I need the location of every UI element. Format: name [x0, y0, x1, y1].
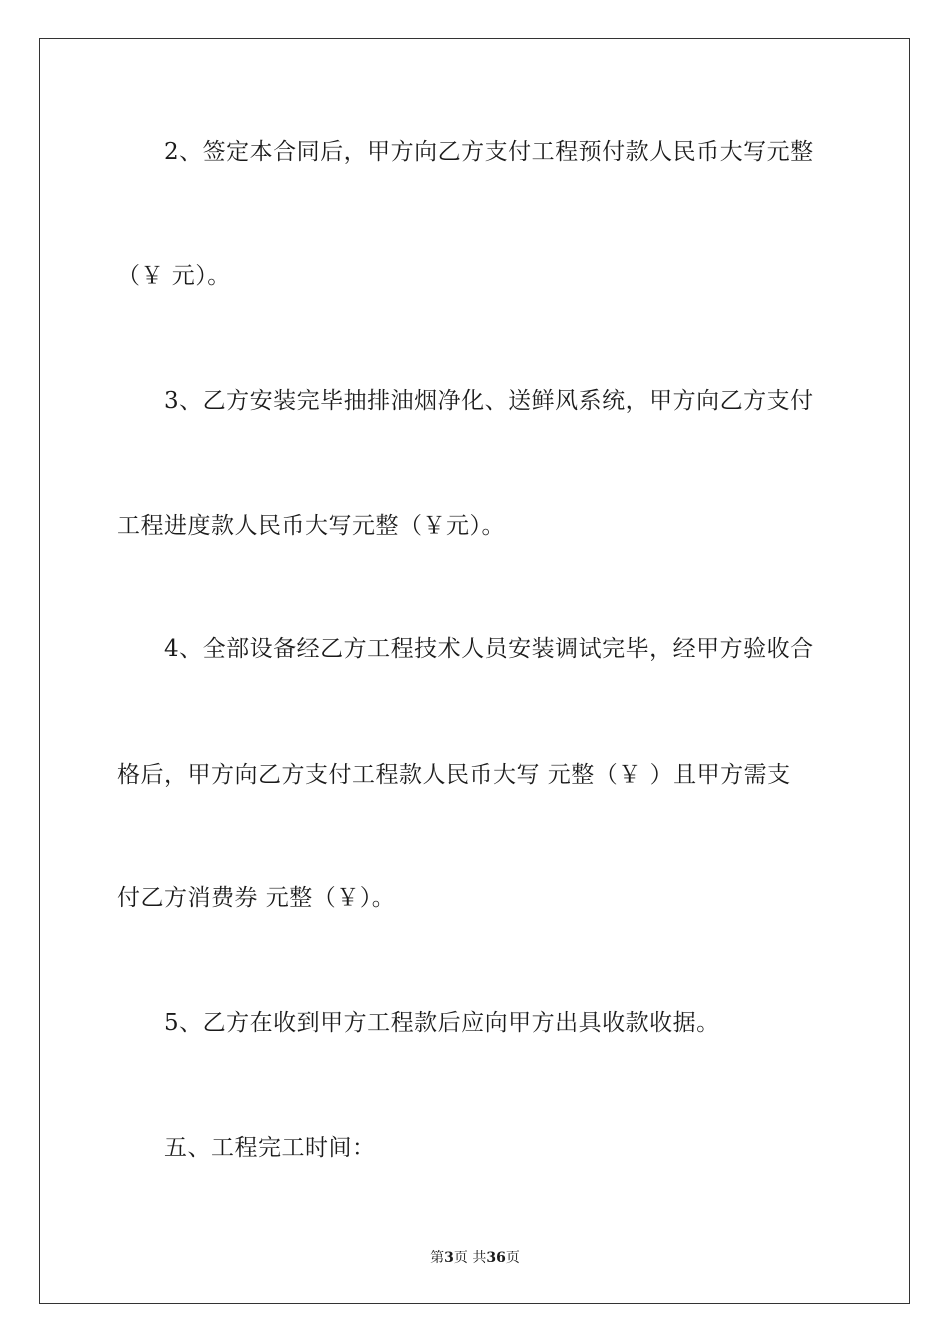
section-heading: 五、工程完工时间： — [164, 1135, 376, 1161]
paragraph-line: 4、全部设备经乙方工程技术人员安装调试完毕，经甲方验收合 — [164, 636, 814, 662]
page-border — [39, 38, 910, 1304]
footer-mid: 页 共 — [453, 1250, 487, 1266]
total-page-number: 36 — [486, 1250, 506, 1266]
paragraph-line: （￥ 元）。 — [117, 263, 231, 289]
current-page-number: 3 — [444, 1250, 454, 1266]
page-footer — [0, 1247, 950, 1267]
footer-suffix: 页 — [505, 1250, 520, 1266]
paragraph-line: 2、签定本合同后，甲方向乙方支付工程预付款人民币大写元整 — [164, 139, 814, 165]
paragraph-line: 格后，甲方向乙方支付工程款人民币大写 元整（￥ ）且甲方需支 — [117, 762, 791, 788]
paragraph-line: 5、乙方在收到甲方工程款后应向甲方出具收款收据。 — [164, 1010, 720, 1036]
paragraph-line: 工程进度款人民币大写元整（￥元）。 — [117, 513, 505, 539]
paragraph-line: 3、乙方安装完毕抽排油烟净化、送鲜风系统，甲方向乙方支付 — [164, 388, 814, 414]
footer-prefix: 第 — [430, 1250, 445, 1266]
paragraph-line: 付乙方消费券 元整（￥）。 — [117, 885, 396, 911]
